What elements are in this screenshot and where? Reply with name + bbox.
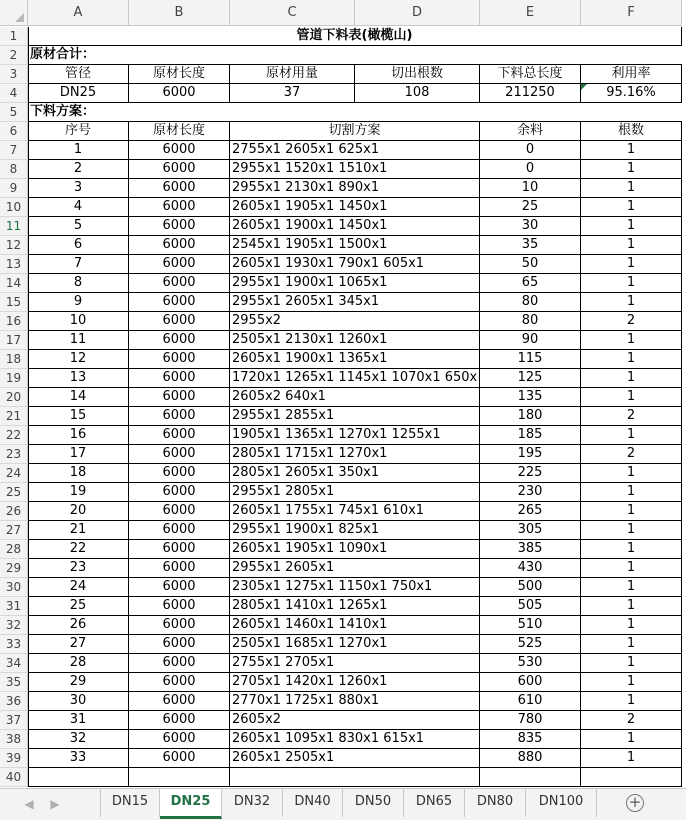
- plan-remainder-cell[interactable]: 135: [480, 388, 581, 407]
- plan-remainder-cell[interactable]: 80: [480, 312, 581, 331]
- sheet-tab-dn50[interactable]: DN50: [343, 789, 404, 817]
- plan-remainder-cell[interactable]: 180: [480, 407, 581, 426]
- plan-length-cell[interactable]: 6000: [129, 559, 230, 578]
- plan-count-cell[interactable]: 1: [581, 274, 682, 293]
- summary-header[interactable]: 管径: [28, 65, 129, 84]
- plan-cut-scheme-cell[interactable]: 2770x1 1725x1 880x1: [230, 692, 480, 711]
- row-header[interactable]: 13: [0, 255, 28, 274]
- plan-length-cell[interactable]: 6000: [129, 160, 230, 179]
- plan-seq-cell[interactable]: 6: [28, 236, 129, 255]
- plan-remainder-cell[interactable]: 185: [480, 426, 581, 445]
- plan-count-cell[interactable]: 1: [581, 692, 682, 711]
- row-header[interactable]: 19: [0, 369, 28, 388]
- row-header[interactable]: 28: [0, 540, 28, 559]
- plan-seq-cell[interactable]: 11: [28, 331, 129, 350]
- row-header[interactable]: 30: [0, 578, 28, 597]
- row-header[interactable]: 23: [0, 445, 28, 464]
- plan-seq-cell[interactable]: 17: [28, 445, 129, 464]
- row-header[interactable]: 3: [0, 65, 28, 84]
- plan-cut-scheme-cell[interactable]: 2955x1 2605x1 345x1: [230, 293, 480, 312]
- sheet-tab-dn15[interactable]: DN15: [100, 789, 160, 817]
- plan-remainder-cell[interactable]: 10: [480, 179, 581, 198]
- row-header[interactable]: 11: [0, 217, 28, 236]
- plan-count-cell[interactable]: 1: [581, 141, 682, 160]
- plan-count-cell[interactable]: 1: [581, 654, 682, 673]
- plan-remainder-cell[interactable]: 30: [480, 217, 581, 236]
- plan-length-cell[interactable]: 6000: [129, 692, 230, 711]
- row-header[interactable]: 18: [0, 350, 28, 369]
- row-header[interactable]: 6: [0, 122, 28, 141]
- plan-cut-scheme-cell[interactable]: 2705x1 1420x1 1260x1: [230, 673, 480, 692]
- plan-cut-scheme-cell[interactable]: 2805x1 1715x1 1270x1: [230, 445, 480, 464]
- select-all-corner[interactable]: [0, 0, 28, 26]
- row-header[interactable]: 25: [0, 483, 28, 502]
- row-header[interactable]: 33: [0, 635, 28, 654]
- plan-count-cell[interactable]: 1: [581, 179, 682, 198]
- plan-cut-scheme-cell[interactable]: 2955x2: [230, 312, 480, 331]
- chevron-right-icon[interactable]: ▶: [50, 797, 60, 811]
- plan-remainder-cell[interactable]: 880: [480, 749, 581, 768]
- plan-length-cell[interactable]: 6000: [129, 445, 230, 464]
- plan-remainder-cell[interactable]: 90: [480, 331, 581, 350]
- plan-length-cell[interactable]: 6000: [129, 217, 230, 236]
- plan-remainder-cell[interactable]: 230: [480, 483, 581, 502]
- sheet-tab-dn80[interactable]: DN80: [465, 789, 526, 817]
- summary-value[interactable]: DN25: [28, 84, 129, 103]
- plan-remainder-cell[interactable]: 510: [480, 616, 581, 635]
- summary-value[interactable]: 211250: [480, 84, 581, 103]
- row-header[interactable]: 10: [0, 198, 28, 217]
- plan-seq-cell[interactable]: 14: [28, 388, 129, 407]
- plan-remainder-cell[interactable]: 505: [480, 597, 581, 616]
- plan-length-cell[interactable]: 6000: [129, 388, 230, 407]
- plan-header[interactable]: 原材长度: [129, 122, 230, 141]
- empty-cell[interactable]: [230, 768, 480, 787]
- row-header[interactable]: 4: [0, 84, 28, 103]
- row-header[interactable]: 31: [0, 597, 28, 616]
- row-header[interactable]: 9: [0, 179, 28, 198]
- row-header[interactable]: 1: [0, 27, 28, 46]
- plan-seq-cell[interactable]: 23: [28, 559, 129, 578]
- plan-seq-cell[interactable]: 9: [28, 293, 129, 312]
- plan-length-cell[interactable]: 6000: [129, 141, 230, 160]
- plan-seq-cell[interactable]: 3: [28, 179, 129, 198]
- summary-header[interactable]: 原材用量: [230, 65, 355, 84]
- plan-cut-scheme-cell[interactable]: 2955x1 2855x1: [230, 407, 480, 426]
- plan-seq-cell[interactable]: 19: [28, 483, 129, 502]
- plan-length-cell[interactable]: 6000: [129, 312, 230, 331]
- plan-count-cell[interactable]: 1: [581, 521, 682, 540]
- sheet-tab-dn25[interactable]: DN25: [160, 789, 222, 819]
- plan-cut-scheme-cell[interactable]: 2605x1 1095x1 830x1 615x1: [230, 730, 480, 749]
- plan-seq-cell[interactable]: 7: [28, 255, 129, 274]
- plan-seq-cell[interactable]: 20: [28, 502, 129, 521]
- plan-count-cell[interactable]: 1: [581, 616, 682, 635]
- plan-count-cell[interactable]: 1: [581, 426, 682, 445]
- plan-cut-scheme-cell[interactable]: 2955x1 2130x1 890x1: [230, 179, 480, 198]
- plan-length-cell[interactable]: 6000: [129, 521, 230, 540]
- summary-header[interactable]: 下料总长度: [480, 65, 581, 84]
- empty-cell[interactable]: [28, 768, 129, 787]
- plan-remainder-cell[interactable]: 500: [480, 578, 581, 597]
- plan-length-cell[interactable]: 6000: [129, 616, 230, 635]
- plan-count-cell[interactable]: 1: [581, 369, 682, 388]
- plan-length-cell[interactable]: 6000: [129, 464, 230, 483]
- plan-length-cell[interactable]: 6000: [129, 369, 230, 388]
- summary-header[interactable]: 利用率: [581, 65, 682, 84]
- empty-cell[interactable]: [581, 768, 682, 787]
- plan-count-cell[interactable]: 1: [581, 350, 682, 369]
- row-header[interactable]: 7: [0, 141, 28, 160]
- column-header-f[interactable]: F: [581, 0, 682, 26]
- plan-seq-cell[interactable]: 26: [28, 616, 129, 635]
- plan-remainder-cell[interactable]: 25: [480, 198, 581, 217]
- plan-seq-cell[interactable]: 1: [28, 141, 129, 160]
- row-header[interactable]: 14: [0, 274, 28, 293]
- plan-seq-cell[interactable]: 8: [28, 274, 129, 293]
- plan-seq-cell[interactable]: 28: [28, 654, 129, 673]
- row-header[interactable]: 24: [0, 464, 28, 483]
- column-header-e[interactable]: E: [480, 0, 581, 26]
- plan-cut-scheme-cell[interactable]: 2955x1 2605x1: [230, 559, 480, 578]
- plan-count-cell[interactable]: 2: [581, 407, 682, 426]
- plan-count-cell[interactable]: 1: [581, 388, 682, 407]
- plan-length-cell[interactable]: 6000: [129, 236, 230, 255]
- plan-count-cell[interactable]: 1: [581, 160, 682, 179]
- plan-cut-scheme-cell[interactable]: 1720x1 1265x1 1145x1 1070x1 650x: [230, 369, 480, 388]
- plan-count-cell[interactable]: 1: [581, 217, 682, 236]
- row-header[interactable]: 17: [0, 331, 28, 350]
- plan-count-cell[interactable]: 1: [581, 673, 682, 692]
- plan-length-cell[interactable]: 6000: [129, 749, 230, 768]
- plan-length-cell[interactable]: 6000: [129, 502, 230, 521]
- plan-cut-scheme-cell[interactable]: 1905x1 1365x1 1270x1 1255x1: [230, 426, 480, 445]
- plan-count-cell[interactable]: 2: [581, 711, 682, 730]
- plan-cut-scheme-cell[interactable]: 2605x1 1905x1 1090x1: [230, 540, 480, 559]
- plan-count-cell[interactable]: 1: [581, 293, 682, 312]
- plan-seq-cell[interactable]: 29: [28, 673, 129, 692]
- plan-seq-cell[interactable]: 27: [28, 635, 129, 654]
- row-header[interactable]: 12: [0, 236, 28, 255]
- plan-length-cell[interactable]: 6000: [129, 426, 230, 445]
- sheet-title[interactable]: 管道下料表(橄榄山): [28, 27, 682, 46]
- row-header[interactable]: 32: [0, 616, 28, 635]
- plan-cut-scheme-cell[interactable]: 2805x1 1410x1 1265x1: [230, 597, 480, 616]
- plan-length-cell[interactable]: 6000: [129, 483, 230, 502]
- plan-cut-scheme-cell[interactable]: 2605x1 1900x1 1365x1: [230, 350, 480, 369]
- plan-count-cell[interactable]: 1: [581, 331, 682, 350]
- plan-remainder-cell[interactable]: 385: [480, 540, 581, 559]
- plan-seq-cell[interactable]: 2: [28, 160, 129, 179]
- plan-length-cell[interactable]: 6000: [129, 673, 230, 692]
- plan-seq-cell[interactable]: 4: [28, 198, 129, 217]
- plan-remainder-cell[interactable]: 530: [480, 654, 581, 673]
- plan-remainder-cell[interactable]: 0: [480, 141, 581, 160]
- row-header[interactable]: 34: [0, 654, 28, 673]
- plan-header[interactable]: 切割方案: [230, 122, 480, 141]
- plan-remainder-cell[interactable]: 65: [480, 274, 581, 293]
- plan-length-cell[interactable]: 6000: [129, 597, 230, 616]
- plan-header[interactable]: 余料: [480, 122, 581, 141]
- plan-count-cell[interactable]: 2: [581, 312, 682, 331]
- plan-remainder-cell[interactable]: 225: [480, 464, 581, 483]
- plan-remainder-cell[interactable]: 780: [480, 711, 581, 730]
- plan-count-cell[interactable]: 1: [581, 635, 682, 654]
- column-header-a[interactable]: A: [28, 0, 129, 26]
- plan-cut-scheme-cell[interactable]: 2955x1 1520x1 1510x1: [230, 160, 480, 179]
- plan-cut-scheme-cell[interactable]: 2605x1 1905x1 1450x1: [230, 198, 480, 217]
- plan-seq-cell[interactable]: 25: [28, 597, 129, 616]
- plan-count-cell[interactable]: 1: [581, 749, 682, 768]
- row-header[interactable]: 29: [0, 559, 28, 578]
- plan-count-cell[interactable]: 1: [581, 559, 682, 578]
- plan-seq-cell[interactable]: 21: [28, 521, 129, 540]
- plan-seq-cell[interactable]: 15: [28, 407, 129, 426]
- row-header[interactable]: 15: [0, 293, 28, 312]
- row-header[interactable]: 16: [0, 312, 28, 331]
- section-plan-label[interactable]: 下料方案：: [28, 103, 682, 122]
- row-header[interactable]: 8: [0, 160, 28, 179]
- plan-length-cell[interactable]: 6000: [129, 730, 230, 749]
- plan-remainder-cell[interactable]: 835: [480, 730, 581, 749]
- column-header-d[interactable]: D: [355, 0, 480, 26]
- plan-remainder-cell[interactable]: 0: [480, 160, 581, 179]
- plan-seq-cell[interactable]: 16: [28, 426, 129, 445]
- plan-cut-scheme-cell[interactable]: 2505x1 2130x1 1260x1: [230, 331, 480, 350]
- plan-length-cell[interactable]: 6000: [129, 179, 230, 198]
- plan-cut-scheme-cell[interactable]: 2755x1 2705x1: [230, 654, 480, 673]
- sheet-tab-dn40[interactable]: DN40: [283, 789, 343, 817]
- plan-length-cell[interactable]: 6000: [129, 711, 230, 730]
- row-header[interactable]: 40: [0, 768, 28, 787]
- plus-icon[interactable]: +: [626, 794, 644, 812]
- plan-cut-scheme-cell[interactable]: 2605x2: [230, 711, 480, 730]
- plan-count-cell[interactable]: 1: [581, 483, 682, 502]
- summary-value[interactable]: 37: [230, 84, 355, 103]
- plan-cut-scheme-cell[interactable]: 2805x1 2605x1 350x1: [230, 464, 480, 483]
- plan-seq-cell[interactable]: 12: [28, 350, 129, 369]
- plan-length-cell[interactable]: 6000: [129, 274, 230, 293]
- plan-cut-scheme-cell[interactable]: 2605x1 2505x1: [230, 749, 480, 768]
- row-header[interactable]: 27: [0, 521, 28, 540]
- summary-value[interactable]: 108: [355, 84, 480, 103]
- row-header[interactable]: 35: [0, 673, 28, 692]
- empty-cell[interactable]: [129, 768, 230, 787]
- column-header-b[interactable]: B: [129, 0, 230, 26]
- plan-remainder-cell[interactable]: 35: [480, 236, 581, 255]
- plan-seq-cell[interactable]: 30: [28, 692, 129, 711]
- summary-header[interactable]: 切出根数: [355, 65, 480, 84]
- sheet-tab-dn65[interactable]: DN65: [404, 789, 465, 817]
- plan-cut-scheme-cell[interactable]: 2605x1 1460x1 1410x1: [230, 616, 480, 635]
- plan-cut-scheme-cell[interactable]: 2505x1 1685x1 1270x1: [230, 635, 480, 654]
- plan-remainder-cell[interactable]: 430: [480, 559, 581, 578]
- plan-seq-cell[interactable]: 18: [28, 464, 129, 483]
- sheet-tab-dn100[interactable]: DN100: [526, 789, 597, 817]
- plan-seq-cell[interactable]: 24: [28, 578, 129, 597]
- plan-remainder-cell[interactable]: 600: [480, 673, 581, 692]
- summary-header[interactable]: 原材长度: [129, 65, 230, 84]
- plan-count-cell[interactable]: 1: [581, 730, 682, 749]
- plan-length-cell[interactable]: 6000: [129, 293, 230, 312]
- plan-count-cell[interactable]: 1: [581, 464, 682, 483]
- plan-count-cell[interactable]: 1: [581, 502, 682, 521]
- plan-remainder-cell[interactable]: 265: [480, 502, 581, 521]
- table-left-border: [28, 27, 29, 787]
- plan-length-cell[interactable]: 6000: [129, 540, 230, 559]
- plan-seq-cell[interactable]: 22: [28, 540, 129, 559]
- sheet-tab-bar: [0, 788, 686, 820]
- plan-remainder-cell[interactable]: 115: [480, 350, 581, 369]
- plan-remainder-cell[interactable]: 80: [480, 293, 581, 312]
- row-header[interactable]: 2: [0, 46, 28, 65]
- empty-cell[interactable]: [480, 768, 581, 787]
- plan-length-cell[interactable]: 6000: [129, 198, 230, 217]
- plan-remainder-cell[interactable]: 525: [480, 635, 581, 654]
- row-header[interactable]: 37: [0, 711, 28, 730]
- plan-length-cell[interactable]: 6000: [129, 578, 230, 597]
- plan-remainder-cell[interactable]: 195: [480, 445, 581, 464]
- row-header[interactable]: 22: [0, 426, 28, 445]
- plan-seq-cell[interactable]: 13: [28, 369, 129, 388]
- plan-remainder-cell[interactable]: 610: [480, 692, 581, 711]
- row-header[interactable]: 20: [0, 388, 28, 407]
- plan-header[interactable]: 根数: [581, 122, 682, 141]
- plan-seq-cell[interactable]: 10: [28, 312, 129, 331]
- plan-remainder-cell[interactable]: 125: [480, 369, 581, 388]
- plan-header[interactable]: 序号: [28, 122, 129, 141]
- plan-length-cell[interactable]: 6000: [129, 654, 230, 673]
- plan-count-cell[interactable]: 1: [581, 198, 682, 217]
- plan-cut-scheme-cell[interactable]: 2955x1 2805x1: [230, 483, 480, 502]
- plan-count-cell[interactable]: 1: [581, 255, 682, 274]
- plan-cut-scheme-cell[interactable]: 2605x1 1900x1 1450x1: [230, 217, 480, 236]
- plan-seq-cell[interactable]: 32: [28, 730, 129, 749]
- row-header[interactable]: 26: [0, 502, 28, 521]
- plan-length-cell[interactable]: 6000: [129, 635, 230, 654]
- plan-count-cell[interactable]: 1: [581, 578, 682, 597]
- plan-cut-scheme-cell[interactable]: 2955x1 1900x1 1065x1: [230, 274, 480, 293]
- plan-cut-scheme-cell[interactable]: 2605x1 1930x1 790x1 605x1: [230, 255, 480, 274]
- plan-seq-cell[interactable]: 5: [28, 217, 129, 236]
- summary-value[interactable]: 95.16%: [581, 84, 682, 103]
- plan-length-cell[interactable]: 6000: [129, 255, 230, 274]
- chevron-left-icon[interactable]: ◀: [24, 797, 34, 811]
- plan-seq-cell[interactable]: 33: [28, 749, 129, 768]
- section-summary-label[interactable]: 原材合计：: [28, 46, 682, 65]
- plan-cut-scheme-cell[interactable]: 2755x1 2605x1 625x1: [230, 141, 480, 160]
- row-header[interactable]: 38: [0, 730, 28, 749]
- row-header[interactable]: 36: [0, 692, 28, 711]
- plan-cut-scheme-cell[interactable]: 2545x1 1905x1 1500x1: [230, 236, 480, 255]
- row-header[interactable]: 5: [0, 103, 28, 122]
- plan-count-cell[interactable]: 1: [581, 597, 682, 616]
- plan-length-cell[interactable]: 6000: [129, 331, 230, 350]
- plan-length-cell[interactable]: 6000: [129, 350, 230, 369]
- plan-remainder-cell[interactable]: 50: [480, 255, 581, 274]
- plan-cut-scheme-cell[interactable]: 2605x2 640x1: [230, 388, 480, 407]
- plan-count-cell[interactable]: 1: [581, 540, 682, 559]
- plan-cut-scheme-cell[interactable]: 2305x1 1275x1 1150x1 750x1: [230, 578, 480, 597]
- plan-remainder-cell[interactable]: 305: [480, 521, 581, 540]
- row-header[interactable]: 39: [0, 749, 28, 768]
- plan-count-cell[interactable]: 2: [581, 445, 682, 464]
- plan-cut-scheme-cell[interactable]: 2605x1 1755x1 745x1 610x1: [230, 502, 480, 521]
- plan-length-cell[interactable]: 6000: [129, 407, 230, 426]
- column-header-c[interactable]: C: [230, 0, 355, 26]
- plan-count-cell[interactable]: 1: [581, 236, 682, 255]
- plan-cut-scheme-cell[interactable]: 2955x1 1900x1 825x1: [230, 521, 480, 540]
- plan-seq-cell[interactable]: 31: [28, 711, 129, 730]
- row-header[interactable]: 21: [0, 407, 28, 426]
- sheet-tab-dn32[interactable]: DN32: [222, 789, 283, 817]
- summary-value[interactable]: 6000: [129, 84, 230, 103]
